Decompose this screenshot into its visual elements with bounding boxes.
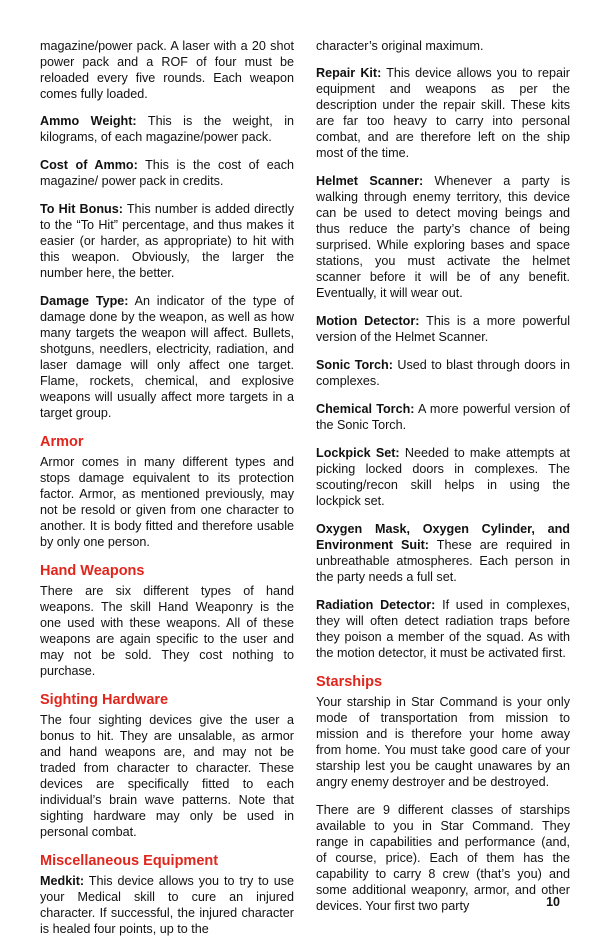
sighting-hardware-heading: Sighting Hardware — [40, 692, 169, 708]
sonic-torch-term: Sonic Torch: — [316, 358, 393, 372]
radiation-detector-entry — [316, 597, 570, 661]
left-column — [40, 38, 294, 949]
repair-kit-term: Repair Kit: — [316, 66, 382, 80]
oxygen-equipment-text: These are required in unbreathable atmospheres. Each person in the party needs a full set. — [316, 538, 570, 584]
to-hit-bonus-text: This number is added directly to the “To Hit” percentage, and thus makes it easier (or harder, as appropriate) to hit with this weapon. Obviously, the larger the number here, the better. — [40, 202, 295, 280]
hand-weapons-heading: Hand Weapons — [40, 563, 145, 579]
misc-equipment-heading: Miscellaneous Equipment — [40, 853, 219, 869]
helmet-scanner-text: Whenever a party is walking through enemy territory, this device can be used to detect moving beings and thus reduce the party’s chance of being surprised. While exploring bases and space stations, you must activate the helmet scanner before it will be of any benefit. Eventually, it will wear out. — [316, 174, 570, 300]
medkit-continued-paragraph: character’s original maximum. — [316, 39, 484, 53]
medkit-entry — [40, 873, 294, 937]
lockpick-set-text: Needed to make attempts at picking locked doors in complexes. The scouting/recon skill helps in using the lockpick set. — [316, 446, 570, 508]
ammo-weight-term: Ammo Weight: — [40, 114, 137, 128]
chemical-torch-term: Chemical Torch: — [316, 402, 415, 416]
cost-of-ammo-entry — [40, 157, 294, 189]
motion-detector-entry — [316, 313, 570, 345]
damage-type-term: Damage Type: — [40, 294, 129, 308]
helmet-scanner-entry — [316, 173, 570, 301]
armor-heading: Armor — [40, 434, 84, 450]
helmet-scanner-term: Helmet Scanner: — [316, 174, 424, 188]
starships-paragraph: Your starship in Star Command is your only mode of transportation from mission to mission and is therefore your home away from home. You must take good care of your starship lest you be caught unawares by an angry enemy destroyer and be destroyed. — [316, 695, 570, 789]
to-hit-bonus-entry — [40, 201, 294, 281]
starship-classes-paragraph: There are 9 different classes of starships available to you in Star Command. They range in capabilities and performance (and, of course, price). Each of them has the capability to carry 8 crew (that’s you) and some additional weaponry, armor, and other devices. Your first two party — [316, 803, 570, 913]
oxygen-equipment-term: Oxygen Mask, Oxygen Cylinder, and Environment Suit: — [316, 522, 570, 552]
sonic-torch-text: Used to blast through doors in complexes. — [316, 358, 570, 388]
lockpick-set-term: Lockpick Set: — [316, 446, 400, 460]
cost-of-ammo-text: This is the cost of each magazine/ power pack in credits. — [40, 158, 295, 188]
cost-of-ammo-term: Cost of Ammo: — [40, 158, 138, 172]
chemical-torch-text: A more powerful version of the Sonic Torch. — [316, 402, 570, 432]
oxygen-equipment-entry — [316, 521, 570, 585]
hand-weapons-paragraph: There are six different types of hand weapons. The skill Hand Weaponry is the one used with these weapons. All of these weapons are again specific to the user and may not be sold. They cost nothing to purchase. — [40, 584, 294, 678]
sonic-torch-entry — [316, 357, 570, 389]
chemical-torch-entry — [316, 401, 570, 433]
page-number: 10 — [546, 895, 560, 909]
magazine-intro-paragraph: magazine/power pack. A laser with a 20 shot power pack and a ROF of four must be reloaded every five rounds. Each weapon comes fully loaded. — [40, 39, 294, 101]
to-hit-bonus-term: To Hit Bonus: — [40, 202, 123, 216]
repair-kit-text: This device allows you to repair equipment and weapons as per the description under the repair skill. These kits are far too heavy to carry into personal combat, and are therefore left on the ship most of the time. — [316, 66, 570, 160]
medkit-term: Medkit: — [40, 874, 85, 888]
radiation-detector-term: Radiation Detector: — [316, 598, 436, 612]
damage-type-text: An indicator of the type of damage done by the weapon, as well as how many targets the weapon will affect. Bullets, shotguns, needlers, electricity, radiation, and laser damage will only affect one target. Flame, rockets, chemical, and explosive weapons will usually affect more targets in a target group. — [40, 294, 294, 420]
lockpick-set-entry — [316, 445, 570, 509]
medkit-text: This device allows you to try to use your Medical skill to cure an injured character. If successful, the injured character is healed four points, up to the — [40, 874, 294, 936]
starships-heading: Starships — [316, 674, 383, 690]
armor-paragraph: Armor comes in many different types and stops damage equivalent to its protection factor. Armor, as mentioned previously, may not be resold or given from one character to another. It is body fitted and therefore usable by only one person. — [40, 455, 294, 549]
motion-detector-term: Motion Detector: — [316, 314, 420, 328]
ammo-weight-entry — [40, 113, 294, 145]
sighting-hardware-paragraph: The four sighting devices give the user a bonus to hit. They are unsalable, as armor and hand weapons are, and may not be traded from character to character. These devices are specifically fitted to each individual’s brain wave patterns. Note that sighting hardware may only be used in personal combat. — [40, 713, 294, 839]
ammo-weight-text: This is the weight, in kilograms, of each magazine/power pack. — [40, 114, 294, 144]
motion-detector-text: This is a more powerful version of the Helmet Scanner. — [316, 314, 571, 344]
radiation-detector-text: If used in complexes, they will often detect radiation traps before they poison a member of the squad. As with the motion detector, it must be activated first. — [316, 598, 570, 660]
repair-kit-entry — [316, 65, 570, 161]
right-column — [316, 38, 570, 926]
damage-type-entry — [40, 293, 294, 421]
